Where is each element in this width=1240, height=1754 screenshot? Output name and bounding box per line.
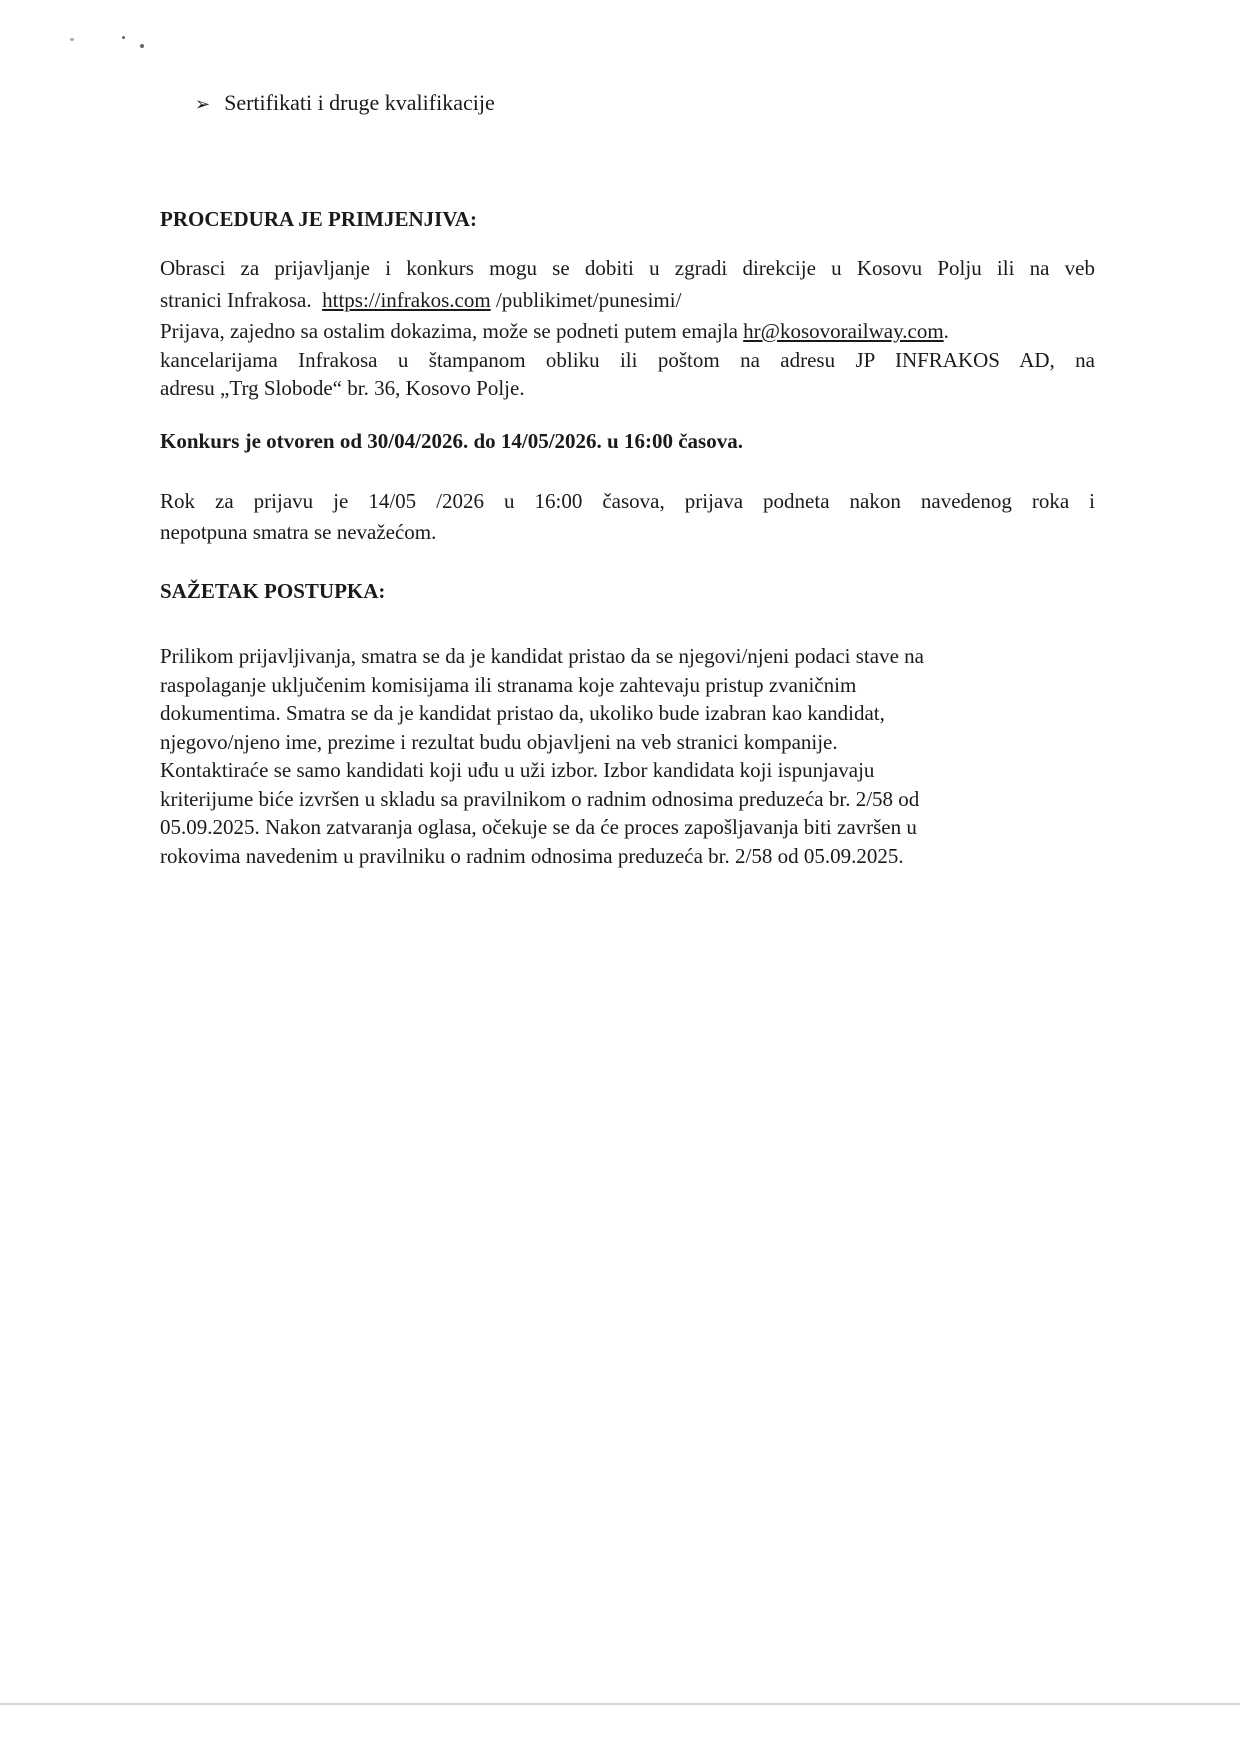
url-suffix: /publikimet/punesimi/ [495,288,682,312]
email-link[interactable]: hr@kosovorailway.com [743,319,944,343]
procedure-text: Prijava, zajedno sa ostalim dokazima, može se podneti putem emajla [160,319,738,343]
scan-speck [122,36,125,39]
summary-heading: SAŽETAK POSTUPKA: [160,579,386,603]
bullet-text: Sertifikati i druge kvalifikacije [224,90,495,115]
summary-line: Kontaktiraće se samo kandidati koji uđu u uži izbor. Izbor kandidata koji ispunjavaju [160,758,875,782]
deadline-line: nepotpuna smatra se nevažećom. [160,520,437,544]
scan-edge-line [0,1703,1240,1705]
procedure-line [160,290,681,311]
arrowhead-bullet-icon: ➢ [195,94,211,114]
scan-speck [70,38,74,41]
procedure-line: kancelarijama Infrakosa u štampanom obliku ili poštom na adresu JP INFRAKOS AD, na [160,348,1095,372]
deadline-statement: Konkurs je otvoren od 30/04/2026. do 14/05/2026. u 16:00 časova. [160,429,743,453]
summary-line: kriterijume biće izvršen u skladu sa pravilnikom o radnim odnosima preduzeća br. 2/58 od [160,787,920,811]
bullet-item [195,92,495,114]
procedure-line: adresu „Trg Slobode“ br. 36, Kosovo Polje. [160,376,525,400]
website-link[interactable]: https://infrakos.com [322,288,491,312]
summary-line: 05.09.2025. Nakon zatvaranja oglasa, očekuje se da će proces zapošljavanja biti završen u [160,815,917,839]
scan-speck [140,44,144,48]
summary-line: raspolaganje uključenim komisijama ili stranama koje zahtevaju pristup zvaničnim [160,673,857,697]
procedure-line: Obrasci za prijavljanje i konkurs mogu se dobiti u zgradi direkcije u Kosovu Polju ili na veb [160,256,1095,280]
summary-line: rokovima navedenim u pravilniku o radnim odnosima preduzeća br. 2/58 od 05.09.2025. [160,844,904,868]
procedure-text: stranici Infrakosa. [160,288,312,312]
procedure-line [160,321,949,342]
procedure-heading: PROCEDURA JE PRIMJENJIVA: [160,207,477,231]
summary-line: Prilikom prijavljivanja, smatra se da je kandidat pristao da se njegovi/njeni podaci stave na [160,644,924,668]
deadline-line: Rok za prijavu je 14/05 /2026 u 16:00 časova, prijava podneta nakon navedenog roka i [160,489,1095,513]
email-suffix: . [943,319,949,343]
summary-line: njegovo/njeno ime, prezime i rezultat budu objavljeni na veb stranici kompanije. [160,730,838,754]
summary-line: dokumentima. Smatra se da je kandidat pristao da, ukoliko bude izabran kao kandidat, [160,701,885,725]
